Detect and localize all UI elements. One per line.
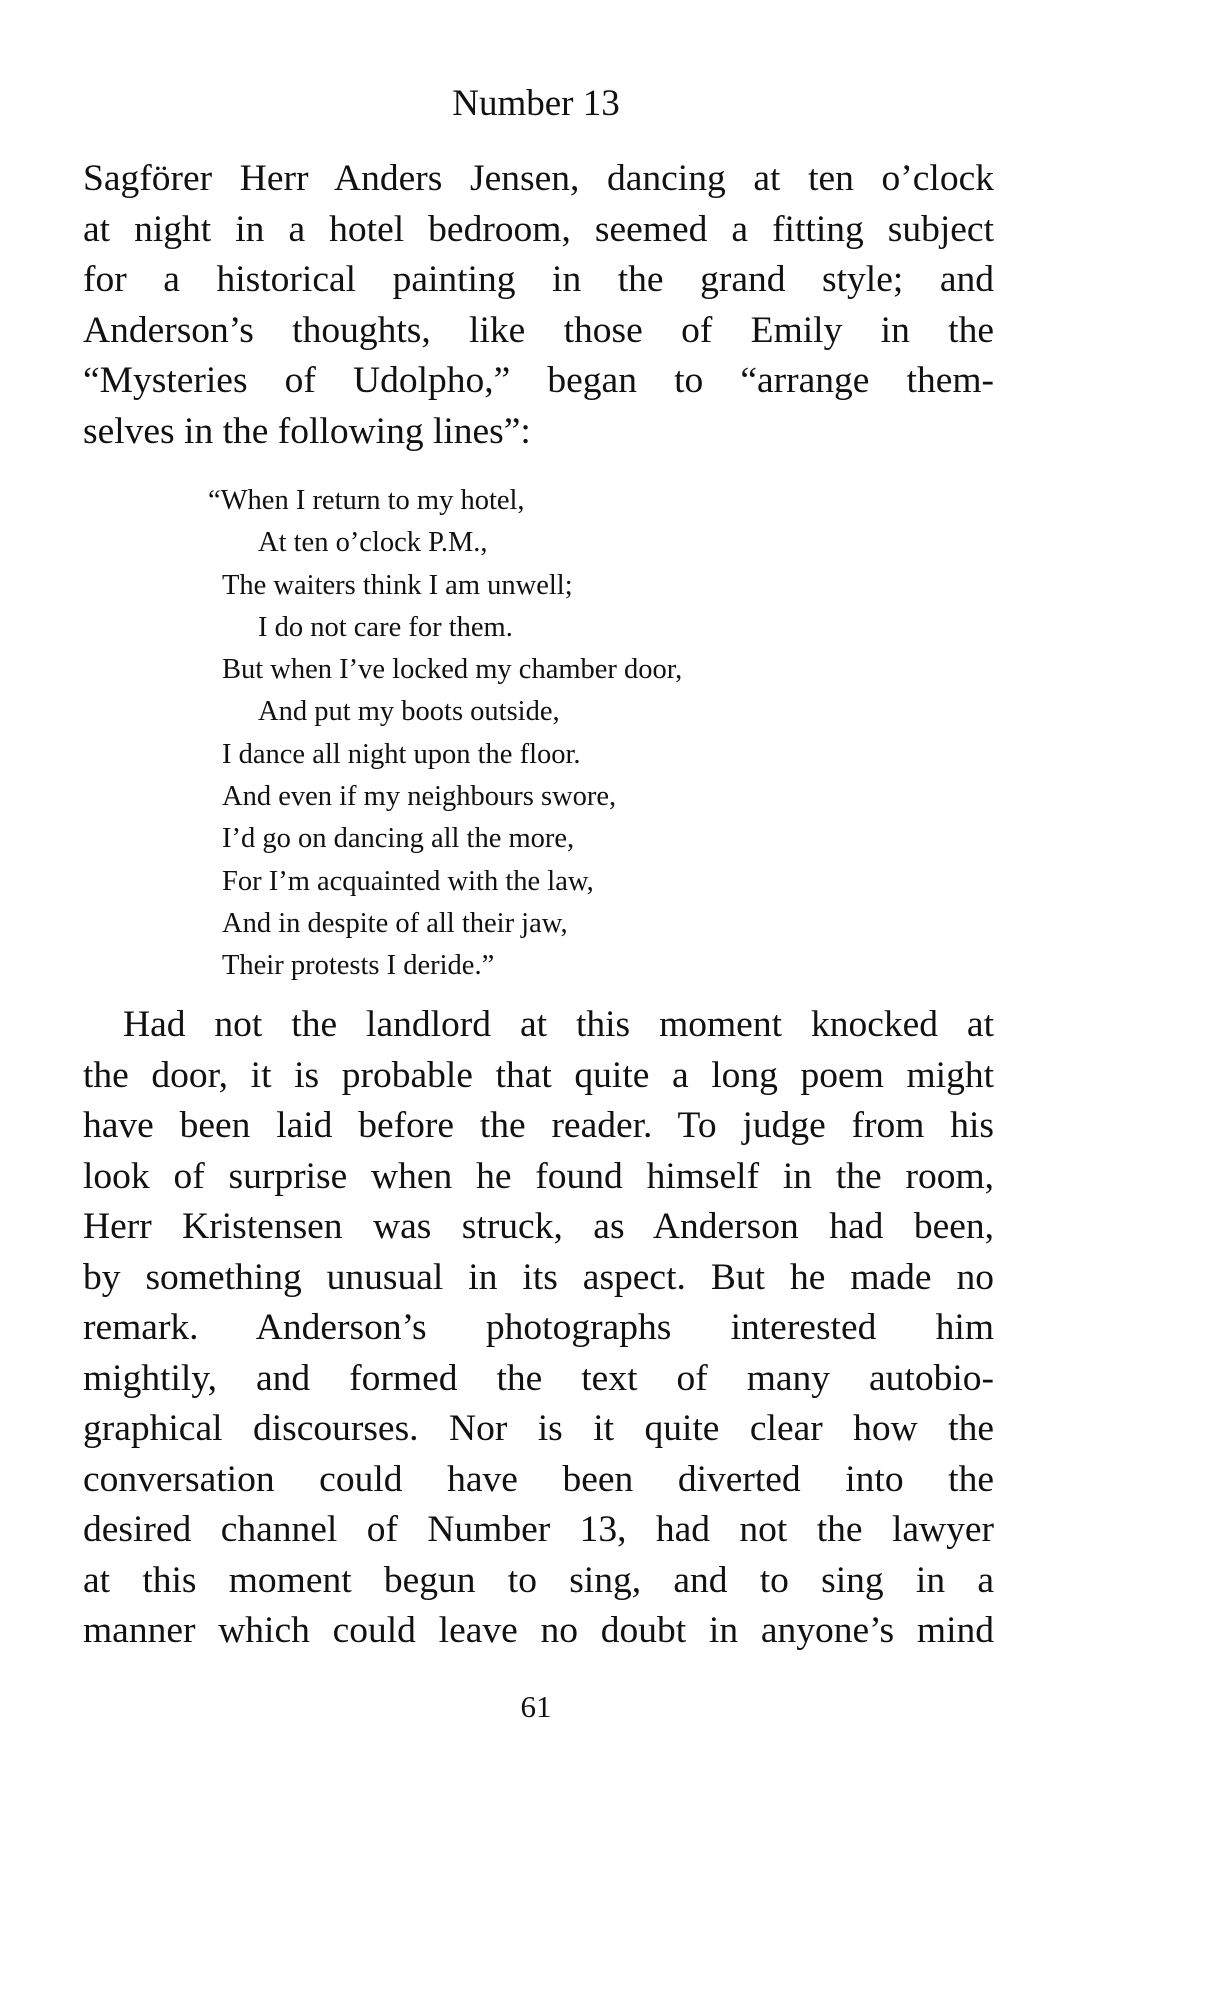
verse-line: Their protests I deride.” (222, 950, 495, 982)
text-line: for a historical painting in the grand style; and (83, 259, 994, 300)
page-number: 61 (520, 1689, 552, 1724)
text-line: Had not the landlord at this moment knocked at (123, 1004, 994, 1045)
text-line: mightily, and formed the text of many autobio- (83, 1357, 994, 1399)
text-line: remark. Anderson’s photographs interested him (83, 1307, 994, 1348)
paragraph-2 (83, 1000, 994, 1657)
verse-line: I’d go on dancing all the more, (222, 823, 575, 855)
poem (208, 480, 683, 988)
text-line: manner which could leave no doubt in anyone’s mind (83, 1610, 994, 1651)
verse-line: And put my boots outside, (258, 696, 560, 728)
text-line: Sagförer Herr Anders Jensen, dancing at ten o’clock (83, 158, 994, 199)
text-line: Anderson’s thoughts, like those of Emily in the (83, 309, 994, 351)
verse-line: At ten o’clock P.M., (258, 527, 488, 559)
verse-line: The waiters think I am unwell; (222, 569, 573, 601)
text-line: “Mysteries of Udolpho,” began to “arrange them- (83, 360, 994, 401)
verse-line: I do not care for them. (258, 611, 513, 643)
running-head: Number 13 (452, 83, 620, 124)
text-line: selves in the following lines”: (83, 410, 531, 452)
verse-line: But when I’ve locked my chamber door, (222, 654, 683, 686)
paragraph-1 (83, 154, 994, 457)
text-line: by something unusual in its aspect. But he made no (83, 1256, 994, 1298)
text-line: at night in a hotel bedroom, seemed a fitting subject (83, 208, 994, 250)
text-line: desired channel of Number 13, had not the lawyer (83, 1509, 994, 1550)
text-line: the door, it is probable that quite a long poem might (83, 1054, 994, 1096)
text-line: Herr Kristensen was struck, as Anderson had been, (83, 1206, 994, 1247)
text-line: have been laid before the reader. To judge from his (83, 1105, 994, 1146)
text-line: at this moment begun to sing, and to sing in a (83, 1559, 994, 1601)
verse-line: And in despite of all their jaw, (222, 907, 568, 939)
text-line: conversation could have been diverted into the (83, 1458, 994, 1500)
text-line: graphical discourses. Nor is it quite clear how the (83, 1408, 994, 1449)
text-line: look of surprise when he found himself in the room, (83, 1155, 994, 1197)
verse-line: I dance all night upon the floor. (222, 738, 581, 770)
verse-line: And even if my neighbours swore, (222, 781, 617, 813)
verse-line: For I’m acquainted with the law, (222, 865, 594, 897)
verse-line: “When I return to my hotel, (208, 485, 525, 516)
